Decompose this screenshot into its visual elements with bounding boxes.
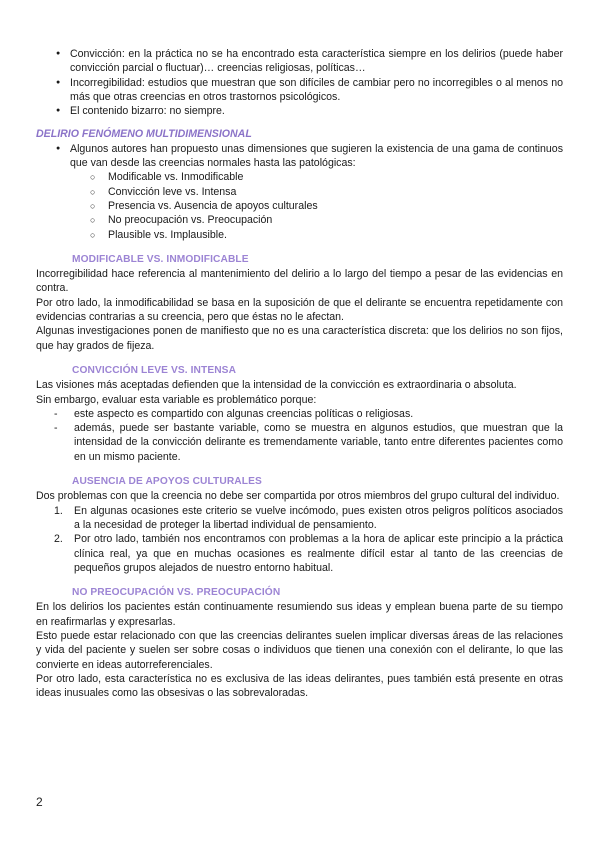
dimension-item: ○ Modificable vs. Inmodificable [36,170,563,184]
multidim-bullet-list [36,142,563,242]
paragraph: Dos problemas con que la creencia no debe ser compartida por otros miembros del grupo cultural del individuo. [36,490,560,503]
list-item-text: En algunas ocasiones este criterio se vuelve incómodo, pues existen otros peligros políticos asociados a la necesidad de proteger la libertad individual de pensamiento. [74,504,563,531]
list-number: 1. [54,504,63,517]
paragraph: Esto puede estar relacionado con que las creencias delirantes suelen implicar diversas áreas de las relaciones y vida del paciente y suelen ser sobre cosas o individuos que tienen una conexión con el delirante, lo que las convierte en ideas autorreferenciales. [36,629,563,671]
dimension-item: ○ Convicción leve vs. Intensa [36,185,563,199]
dimension-item: ○ Plausible vs. Implausible. [36,228,563,242]
intro-bullet-list [36,47,563,118]
subsection-heading-modificable: MODIFICABLE VS. INMODIFICABLE [72,253,249,265]
dimension-item: ○ Presencia vs. Ausencia de apoyos culturales [36,199,563,213]
list-item-text: Por otro lado, también nos encontramos con problemas a la hora de aplicar este principio a la práctica clínica real, ya que en muchas ocasiones es realmente difícil estar al tanto de las creencias de pequeños grupos alejados de nuestro entorno habitual. [74,533,563,574]
list-item: ● Incorregibilidad: estudios que muestran que son difíciles de cambiar pero no incorregibles o al menos no más que otras creencias en otros trastornos psicológicos. [36,76,563,105]
document-page [36,47,563,700]
paragraph: Sin embargo, evaluar esta variable es problemático porque: [36,393,317,406]
page-number: 2 [36,795,43,809]
list-item: ● Convicción: en la práctica no se ha encontrado esta característica siempre en los delirios (puede haber convicción parcial o fluctuar)… creencias religiosas, políticas… [36,47,563,76]
list-item [36,532,563,575]
subsection-heading-conviccion: CONVICCIÓN LEVE VS. INTENSA [72,364,237,376]
list-item: - este aspecto es compartido con algunas creencias políticas o religiosas. [36,407,563,421]
subsection-heading-apoyos: AUSENCIA DE APOYOS CULTURALES [72,476,262,488]
list-item: ● El contenido bizarro: no siempre. [36,104,563,118]
list-item [36,504,563,533]
paragraph: Incorregibilidad hace referencia al mantenimiento del delirio a lo largo del tiempo a pesar de las evidencias en contra. [36,268,563,295]
paragraph: Por otro lado, la inmodificabilidad se basa en la suposición de que el delirante se encuentra repetidamente con evidencias contrarias a su creencia, pero que éstas no le afectan. [36,296,563,324]
list-item [36,142,563,242]
list-item: - además, puede ser bastante variable, como se muestra en algunos estudios, que muestran que la intensidad de la convicción delirante es tremendamente variable, tanto entre diferentes pacientes como en un mismo paciente. [36,421,563,464]
multidim-bullet-text: Algunos autores han propuesto unas dimensiones que sugieren la existencia de una gama de continuos que van desde las creencias normales hasta las patológicas: [70,142,563,170]
dimension-list [36,170,563,241]
subsection-heading-preocupacion: NO PREOCUPACIÓN VS. PREOCUPACIÓN [72,587,281,599]
conviccion-dash-list [36,407,563,464]
dimension-item: ○ No preocupación vs. Preocupación [36,213,563,227]
list-number: 2. [54,533,63,546]
paragraph: Por otro lado, esta característica no es exclusiva de las ideas delirantes, pues también está presente en otras ideas inusuales como las obsesivas o las sobrevaloradas. [36,672,563,700]
apoyos-numbered-list [36,504,563,575]
paragraph: En los delirios los pacientes están continuamente resumiendo sus ideas y emplean buena parte de su tiempo en reafirmarlas y expresarlas. [36,601,563,628]
paragraph: Las visiones más aceptadas defienden que la intensidad de la convicción es extraordinaria o absoluta. [36,379,517,392]
paragraph: Algunas investigaciones ponen de manifiesto que no es una característica discreta: que los delirios no son fijos, que hay grados de fijeza. [36,325,563,352]
section-heading-multidimensional: DELIRIO FENÓMENO MULTIDIMENSIONAL [36,128,252,141]
